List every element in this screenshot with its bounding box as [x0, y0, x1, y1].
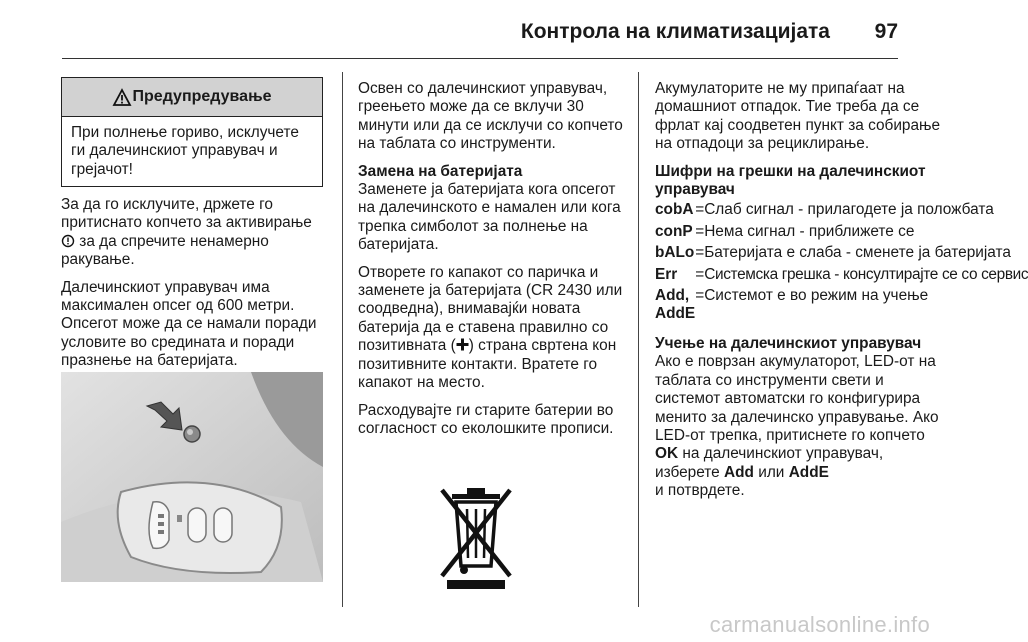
error-description: Слаб сигнал - прилагодете ја положбата — [704, 201, 994, 219]
col3-paragraph-2: Ако е поврзан акумулаторот, LED-от на таблата со инструменти свети и системот автоматски го конфигурира менито за далечинско управување. Ако LED-от трепка, притиснете го копчето OK на далечинскиот управувач, изберете Add или AddE и потврдете. — [655, 353, 939, 500]
error-code: cobA — [655, 201, 694, 219]
warning-header — [62, 78, 322, 117]
ok-button-label: OK — [655, 445, 679, 463]
equals-sign: = — [695, 244, 705, 262]
error-code: Err — [655, 265, 678, 283]
equals-sign: = — [695, 265, 705, 283]
page-number: 97 — [874, 20, 898, 43]
page-header — [62, 14, 898, 59]
col2-paragraph-1: Освен со далечинскиот управувач, греењето може да се вклучи 30 минути или да се исклучи со копчето на таблата со инструменти. — [358, 80, 623, 153]
warning-triangle-icon — [113, 89, 131, 106]
table-row — [655, 287, 1028, 327]
error-description: Батеријата е слаба - сменете ја батеријата — [704, 244, 1011, 262]
col2-paragraph-3: Отворете го капакот со паричка и заменете ја батеријата (CR 2430 или соодведна), внимавајќи новата батерија да е ставена правилно со позитивната ( ) страна свртена кон позитивните контакти. Вратете го капакот на место. — [358, 263, 623, 392]
warning-box — [61, 77, 323, 187]
col3-paragraph-1: Акумулаторите не му припаѓаат на домашниот отпадок. Тие треба да се фрлат кај соодветен пункт за собирање на отпадоци за рециклирање. — [655, 80, 941, 153]
error-code: bALo — [655, 244, 695, 262]
page-title: Контрола на климатизацијата — [520, 20, 830, 43]
error-codes-table — [655, 201, 1028, 326]
col2-heading-battery: Замена на батеријата — [358, 162, 523, 180]
error-description: Системска грешка - консултирајте се со сервис — [704, 265, 1028, 283]
dashboard-switch-illustration — [61, 372, 323, 582]
error-description: Нема сигнал - приближете се — [704, 222, 915, 240]
warning-title: Предупредување — [132, 88, 272, 105]
column-divider-left — [342, 72, 343, 607]
table-row — [655, 201, 1028, 222]
error-description: Системот е во режим на учење — [704, 287, 929, 305]
column-3 — [655, 80, 1028, 510]
equals-sign: = — [695, 222, 705, 240]
add-option-label: Add — [724, 463, 754, 481]
col1-paragraph-1: За да го исклучите, држете го притиснато копчето за активирање за да спречите ненамерно ракување. — [61, 196, 312, 269]
crossed-out-wheelie-bin-icon — [437, 484, 515, 590]
column-divider-right — [638, 72, 639, 607]
equals-sign: = — [695, 201, 705, 219]
adde-option-label: AddE — [788, 463, 829, 481]
activation-button-icon — [61, 234, 75, 248]
column-1 — [61, 196, 329, 380]
col3-heading-learning: Учење на далечинскиот управувач — [655, 334, 922, 352]
equals-sign: = — [695, 287, 705, 305]
error-code: conP — [655, 222, 693, 240]
table-row — [655, 244, 1028, 265]
positive-polarity-icon — [456, 338, 469, 351]
table-row — [655, 266, 1028, 287]
watermark: carmanualsonline.info — [709, 612, 930, 637]
col3-heading-error-codes: Шифри на грешки на далечинскиот управувач — [655, 162, 926, 199]
col2-paragraph-4: Расходувајте ги старите батерии во согласност со еколошките прописи. — [358, 401, 614, 437]
table-row — [655, 223, 1028, 244]
warning-text: При полнење гориво, исклучете ги далечинскиот управувач и грејачот! — [71, 124, 299, 178]
col1-paragraph-2: Далечинскиот управувач има максимален опсег од 600 метри. Опсегот може да се намали поради условите во средината и поради празнење на батеријата. — [61, 278, 317, 370]
column-2 — [358, 80, 630, 447]
remote-control-photo — [61, 372, 323, 582]
col2-paragraph-2: Заменете ја батеријата кога опсегот на далечинското е намален или кога трепка симболот за полнење на батеријата. — [358, 181, 621, 254]
error-code: Add, AddE — [655, 287, 696, 323]
